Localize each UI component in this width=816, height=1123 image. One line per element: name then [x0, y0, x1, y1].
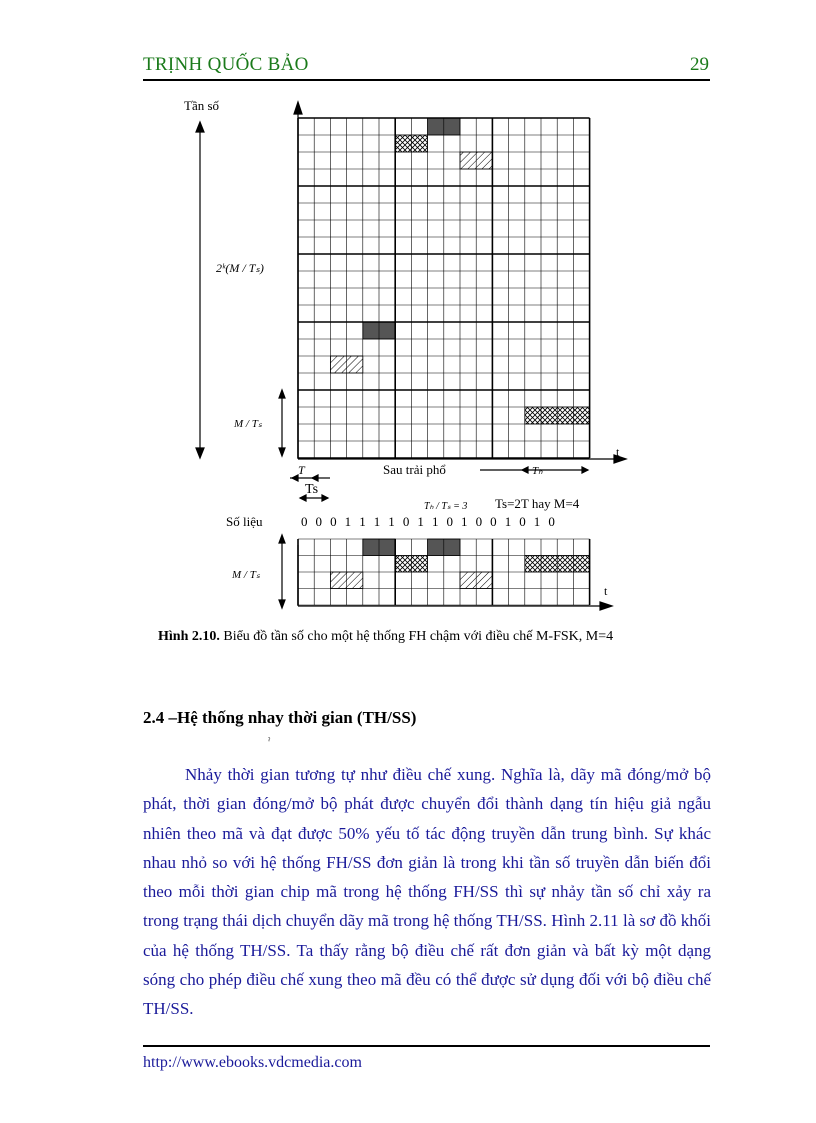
figure-caption	[158, 629, 613, 645]
label-m-ts-small: M / Tₛ	[232, 569, 260, 581]
t-axis-label-small: t	[604, 584, 608, 598]
main-frequency-grid	[298, 118, 590, 458]
stray-mark: ˀ	[268, 736, 271, 746]
data-frequency-grid	[298, 539, 590, 605]
label-Th: Tₕ	[532, 465, 543, 477]
caption-text: Biểu đồ tần số cho một hệ thống FH chậm với điều chế M-FSK, M=4	[223, 629, 614, 644]
section-heading: 2.4 –Hệ thống nhay thời gian (TH/SS)	[143, 708, 417, 727]
data-bits: 0 0 0 1 1 1 1 0 1 1 0 1 0 0 1 0 1 0	[301, 514, 558, 529]
section-paragraph: Nhảy thời gian tương tự như điều chế xung. Nghĩa là, dãy mã đóng/mở bộ phát, thời gian đóng/mở bộ phát được chuyển đổi thành dạng tín hiệu giả ngẫu nhiên theo mã và đạt được 50% yếu tố tác động truyền dẫn trung bình. Sự khác nhau nhỏ so với hệ thống FH/SS đơn giản là trong khi tần số truyền dẫn biến đổi theo mỗi thời gian chip mã trong hệ thống FH/SS thì sự nhảy tần số chỉ xảy ra trong trạng thái dịch chuyển dãy mã trong hệ thống TH/SS. Hình 2.11 là sơ đồ khối của hệ thống TH/SS. Ta thấy rằng bộ điều chế rất đơn giản và bất kỳ một dạng sóng cho phép điều chế xung theo mã đều có thể được sử dụng đối với bộ điều chế TH/SS.	[143, 765, 711, 1019]
t-axis-label: t	[616, 445, 620, 459]
frequency-axis-label: Tần số	[184, 98, 220, 113]
running-header-title: TRỊNH QUỐC BẢO	[143, 54, 309, 75]
footer-url-link[interactable]: http://www.ebooks.vdcmedia.com	[143, 1054, 362, 1071]
footer-rule	[143, 1045, 710, 1047]
label-after-spread: Sau trải phổ	[383, 462, 446, 477]
label-T: T	[298, 463, 305, 477]
label-m-ts: M / Tₛ	[234, 418, 262, 430]
label-2k-m-ts: 2ᵏ(M / Tₛ)	[216, 261, 264, 275]
data-label: Số liệu	[226, 514, 263, 529]
label-Ts: Ts	[305, 482, 319, 497]
label-ratio: Tₕ / Tₛ = 3	[424, 501, 468, 512]
caption-label: Hình 2.10.	[158, 629, 220, 644]
label-ts-equals: Ts=2T hay M=4	[495, 496, 580, 511]
page-number: 29	[690, 54, 709, 75]
